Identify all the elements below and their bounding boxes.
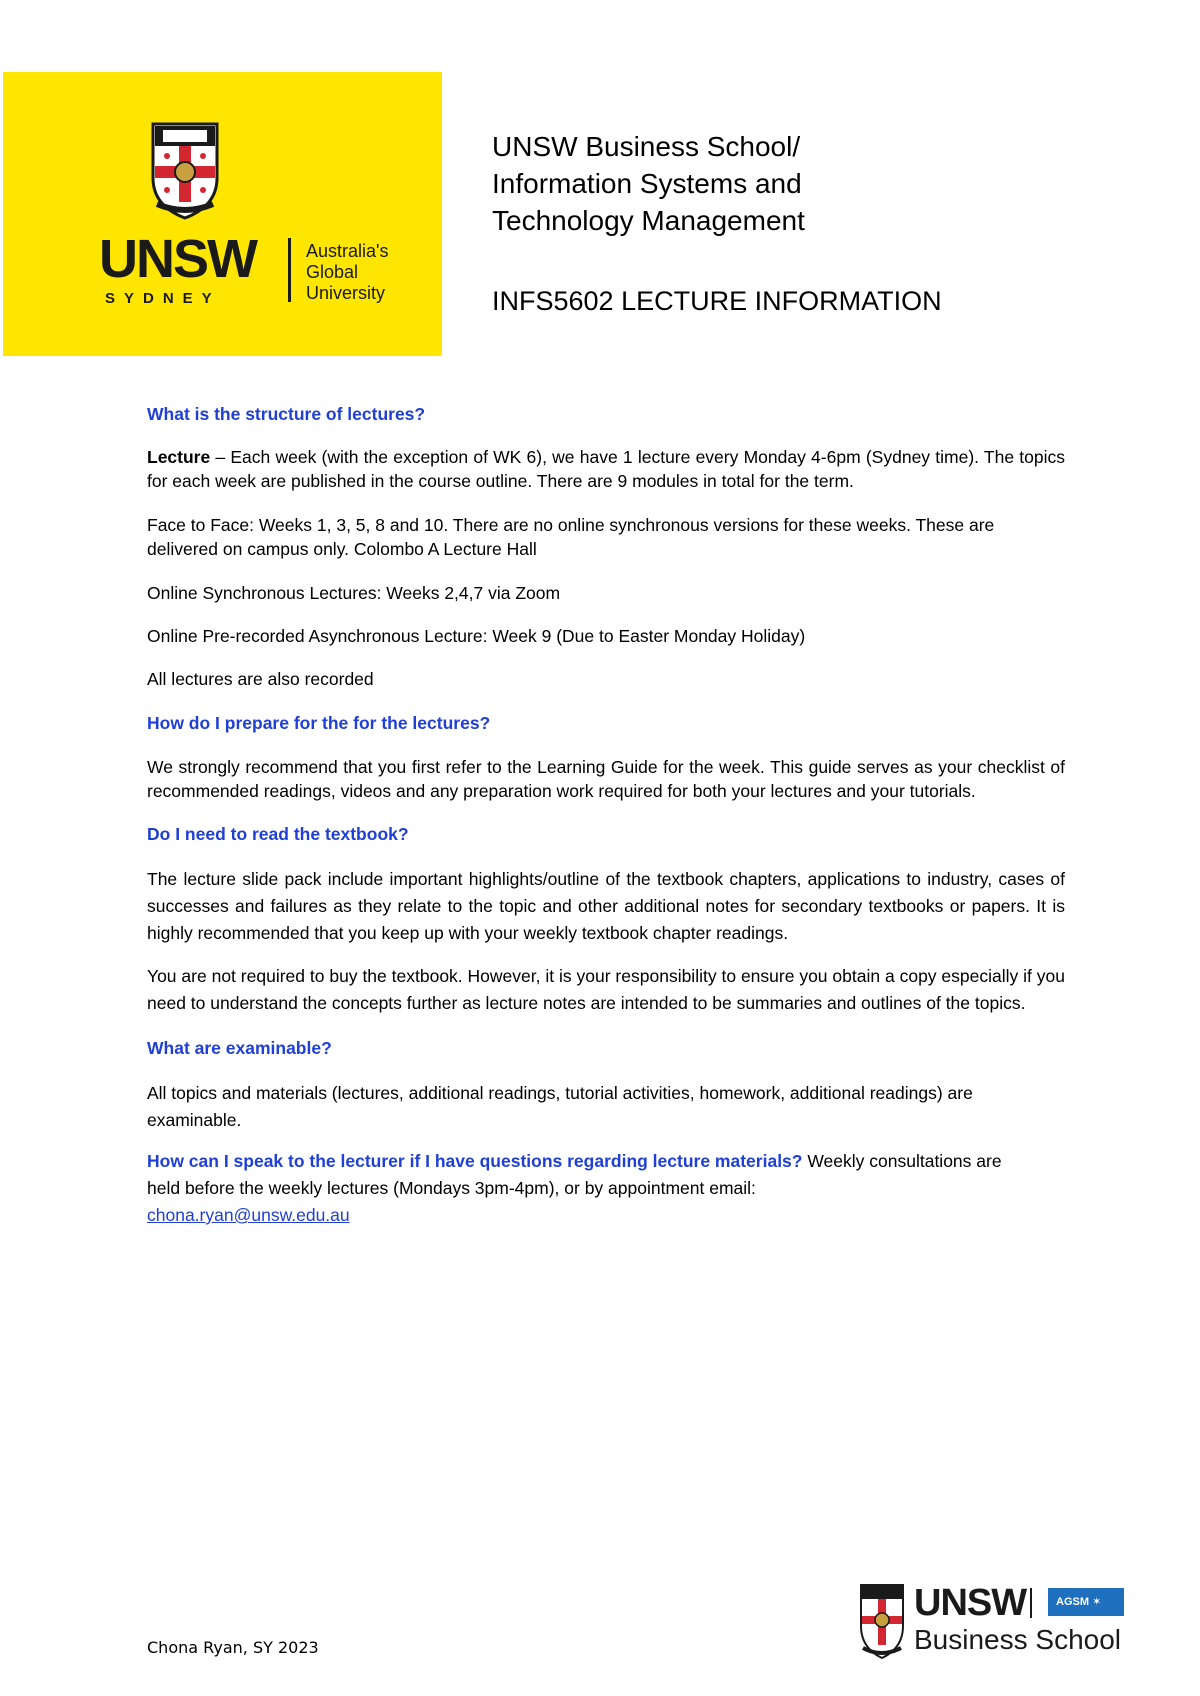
textbook-paragraph-1: The lecture slide pack include important highlights/outline of the textbook chapters, applications to industry, cases of successes and failures as they relate to the topic and other additional notes for secondary textbooks or papers. It is highly recommended that you keep up with your weekly textbook chapter readings. [147,869,1065,943]
unsw-wordmark: UNSW [99,229,256,289]
footer-logo-divider [1030,1588,1032,1618]
heading-contact: How can I speak to the lecturer if I have questions regarding lecture materials? [147,1151,803,1171]
footer-business-school: Business School [914,1624,1122,1655]
heading-textbook: Do I need to read the textbook? [147,824,409,844]
lecture-label: Lecture [147,447,211,467]
contact-text: Weekly consultations are held before the weekly lectures (Mondays 3pm-4pm), or by appointment email: [147,1151,1002,1198]
heading-examinable: What are examinable? [147,1038,332,1058]
prepare-paragraph: We strongly recommend that you first refer to the Learning Guide for the week. This guide serves as your checklist of recommended readings, videos and any preparation work required for both your lectures and your tutorials. [147,757,1065,801]
face-to-face-paragraph: Face to Face: Weeks 1, 3, 5, 8 and 10. There are no online synchronous versions for these weeks. These are delivered on campus only. Colombo A Lecture Hall [147,515,995,559]
online-async-paragraph: Online Pre-recorded Asynchronous Lecture: Week 9 (Due to Easter Monday Holiday) [147,626,806,646]
school-title: UNSW Business School/ Information Systems and Technology Management [492,131,805,236]
agsm-badge [1048,1588,1124,1616]
agsm-label: AGSM [1056,1596,1089,1608]
course-title: INFS5602 LECTURE INFORMATION [492,286,942,316]
footer-author: Chona Ryan, SY 2023 [147,1638,319,1657]
contact-paragraph [147,1148,1017,1229]
sydney-wordmark: SYDNEY [105,290,221,307]
document-body [147,402,1065,1229]
footer-unsw-wordmark: UNSW [914,1582,1027,1624]
recorded-paragraph: All lectures are also recorded [147,669,374,689]
online-sync-paragraph: Online Synchronous Lectures: Weeks 2,4,7 via Zoom [147,583,561,603]
lecture-text: – Each week (with the exception of WK 6), we have 1 lecture every Monday 4-6pm (Sydney time). The topics for each week are published in the course outline. There are 9 modules in total for the term. [147,447,1065,491]
textbook-paragraph-2: You are not required to buy the textbook. However, it is your responsibility to ensure you obtain a copy especially if you need to understand the concepts further as lecture notes are intended to be summaries and outlines of the topics. [147,966,1065,1013]
unsw-crest-icon [149,120,221,220]
lecturer-email-link[interactable]: chona.ryan@unsw.edu.au [147,1205,350,1225]
unsw-logo-banner [3,72,442,356]
logo-tagline: Australia's Global University [306,241,389,303]
lecture-paragraph [147,445,1065,493]
unsw-crest-small-icon [858,1582,906,1662]
heading-prepare: How do I prepare for the for the lectures? [147,713,491,733]
logo-divider [288,238,291,302]
heading-structure: What is the structure of lectures? [147,404,426,424]
examinable-paragraph: All topics and materials (lectures, additional readings, tutorial activities, homework, additional readings) are examinable. [147,1083,973,1130]
business-school-logo [858,1582,1128,1666]
agsm-star-icon: ✶ [1092,1596,1102,1608]
